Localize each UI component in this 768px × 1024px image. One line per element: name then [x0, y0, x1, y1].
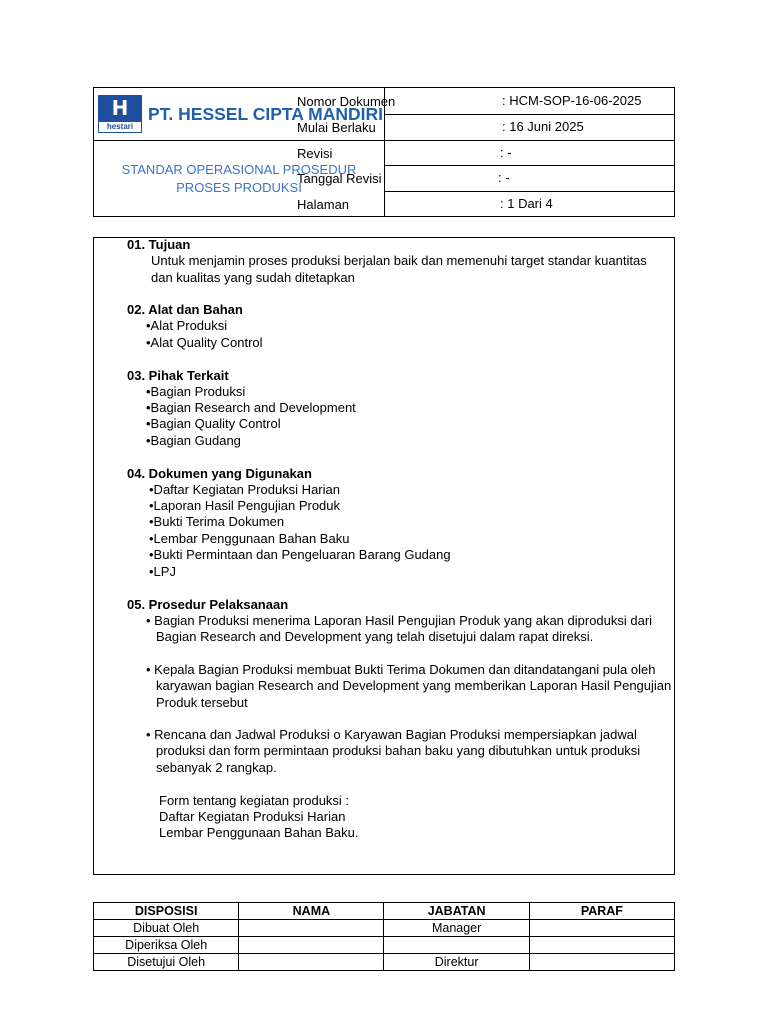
table-row	[94, 954, 675, 971]
table-row	[94, 937, 675, 954]
meta-row-mulai-berlaku	[297, 114, 376, 140]
disposition-table	[93, 902, 675, 971]
table-cell: Dibuat Oleh	[94, 920, 239, 937]
paragraph-line: Form tentang kegiatan produksi :	[159, 793, 350, 808]
list-item: •Bagian Produksi	[146, 384, 246, 399]
list-item: •Daftar Kegiatan Produksi Harian	[149, 482, 340, 497]
table-cell	[529, 954, 674, 971]
list-item: •Bagian Research and Development	[146, 400, 356, 415]
logo-text: hestari	[99, 122, 141, 132]
meta-value: : 1 Dari 4	[500, 196, 553, 211]
meta-label: Tanggal Revisi	[297, 170, 382, 186]
meta-value: : 16 Juni 2025	[502, 119, 584, 134]
table-cell: Manager	[384, 920, 529, 937]
header-divider	[384, 191, 674, 192]
meta-value: : -	[498, 170, 510, 185]
header-divider	[384, 140, 674, 141]
table-cell	[529, 937, 674, 954]
list-item: •Bukti Terima Dokumen	[149, 514, 285, 529]
company-name: PT. HESSEL CIPTA MANDIRI	[148, 103, 383, 124]
list-item: •Alat Produksi	[146, 318, 228, 333]
paragraph-line: karyawan bagian Research and Development yang memberikan Laporan Hasil Pengujian	[156, 678, 672, 693]
meta-row-halaman	[297, 191, 349, 217]
paragraph-line: • Kepala Bagian Produksi membuat Bukti Terima Dokumen dan ditandatangani pula oleh	[146, 662, 656, 677]
column-header: DISPOSISI	[94, 903, 239, 920]
sop-title-line2: PROSES PRODUKSI	[176, 179, 302, 195]
paragraph-line: • Bagian Produksi menerima Laporan Hasil Pengujian Produk yang akan diproduksi dari	[146, 613, 653, 628]
table-header-row	[94, 903, 675, 920]
table-cell: Diperiksa Oleh	[94, 937, 239, 954]
paragraph-line: Bagian Research and Development yang telah disetujui dalam rapat direksi.	[156, 629, 594, 644]
list-item: •Alat Quality Control	[146, 335, 263, 350]
meta-row-tanggal-revisi	[297, 165, 382, 191]
meta-label: Mulai Berlaku	[297, 119, 376, 135]
section-title: 03. Pihak Terkait	[127, 368, 229, 383]
meta-label: Halaman	[297, 196, 350, 212]
column-header: PARAF	[529, 903, 674, 920]
paragraph-line: Lembar Penggunaan Bahan Baku.	[159, 825, 359, 840]
paragraph-line: • Rencana dan Jadwal Produksi o Karyawan Bagian Produksi mempersiapkan jadwal	[146, 727, 637, 742]
sop-title-line1: STANDAR OPERASIONAL PROSEDUR	[121, 161, 357, 177]
list-item: •Lembar Penggunaan Bahan Baku	[149, 531, 350, 546]
company-logo	[98, 95, 142, 133]
header-divider	[384, 114, 674, 115]
table-row	[94, 920, 675, 937]
meta-row-nomor-dokumen	[297, 88, 395, 114]
meta-value: : -	[500, 145, 512, 160]
meta-label: Revisi	[297, 145, 333, 161]
meta-label: Nomor Dokumen	[297, 93, 396, 109]
paragraph-line: Produk tersebut	[156, 695, 248, 710]
paragraph-line: Untuk menjamin proses produksi berjalan baik dan memenuhi target standar kuantitas	[151, 253, 647, 268]
section-title: 01. Tujuan	[127, 237, 191, 252]
paragraph-line: sebanyak 2 rangkap.	[156, 760, 277, 775]
table-cell	[239, 920, 384, 937]
paragraph-line: produksi dan form permintaan produksi bahan baku yang dibutuhkan untuk produksi	[156, 743, 641, 758]
table-cell	[239, 954, 384, 971]
list-item: •Laporan Hasil Pengujian Produk	[149, 498, 341, 513]
table-cell: Disetujui Oleh	[94, 954, 239, 971]
section-title: 05. Prosedur Pelaksanaan	[127, 597, 289, 612]
column-header: JABATAN	[384, 903, 529, 920]
column-header: NAMA	[239, 903, 384, 920]
list-item: •Bagian Quality Control	[146, 416, 281, 431]
table-cell: Direktur	[384, 954, 529, 971]
section-title: 02. Alat dan Bahan	[127, 302, 243, 317]
paragraph-line: Daftar Kegiatan Produksi Harian	[159, 809, 346, 824]
list-item: •Bagian Gudang	[146, 433, 241, 448]
meta-value: : HCM-SOP-16-06-2025	[502, 93, 642, 108]
list-item: •Bukti Permintaan dan Pengeluaran Barang Gudang	[149, 547, 451, 562]
table-cell	[529, 920, 674, 937]
table-cell	[384, 937, 529, 954]
meta-row-revisi	[297, 140, 332, 166]
section-title: 04. Dokumen yang Digunakan	[127, 466, 312, 481]
list-item: •LPJ	[149, 564, 176, 579]
table-cell	[239, 937, 384, 954]
paragraph-line: dan kualitas yang sudah ditetapkan	[151, 270, 355, 285]
header-divider	[384, 165, 674, 166]
logo-h-icon: H	[111, 96, 129, 120]
